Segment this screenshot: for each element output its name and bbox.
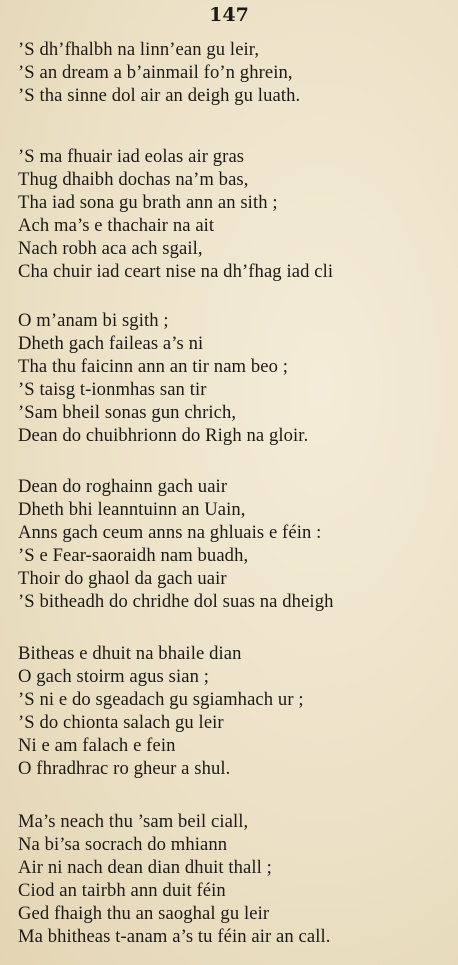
verse-line: O m’anam bi sgith ; <box>18 310 169 331</box>
verse-line: Ni e am falach e fein <box>18 735 176 756</box>
verse-line: Dheth gach faileas a’s ni <box>18 333 204 354</box>
verse-line: Anns gach ceum anns na ghluais e féin : <box>18 522 322 543</box>
verse-line: Thoir do ghaol da gach uair <box>18 568 227 589</box>
verse-line: Na bi’sa socrach do mhiann <box>18 834 228 855</box>
verse-line: ’S bitheadh do chridhe dol suas na dheigh <box>18 591 334 612</box>
stanza-5 <box>18 642 454 780</box>
verse-line: Ged fhaigh thu an saoghal gu leir <box>18 903 270 924</box>
verse-line: Ach ma’s e thachair na ait <box>18 215 215 236</box>
verse-line: ’Sam bheil sonas gun chrich, <box>18 402 237 423</box>
verse-line: ’S ma fhuair iad eolas air gras <box>18 146 245 167</box>
verse-line: Bitheas e dhuit na bhaile dian <box>18 643 242 664</box>
verse-line: ’S do chionta salach gu leir <box>18 712 224 733</box>
verse-line: ’S dh’fhalbh na linn’ean gu leir, <box>18 39 260 60</box>
stanza-6 <box>18 810 454 948</box>
verse-line: Dheth bhi leanntuinn an Uain, <box>18 499 246 520</box>
verse-line: Dean do chuibhrionn do Righ na gloir. <box>18 425 309 446</box>
stanza-1 <box>18 38 454 107</box>
verse-line: ’S e Fear-saoraidh nam buadh, <box>18 545 249 566</box>
verse-line: ’S taisg t-ionmhas san tir <box>18 379 207 400</box>
verse-line: O gach stoirm agus sian ; <box>18 666 209 687</box>
verse-line: Ciod an tairbh ann duit féin <box>18 880 226 901</box>
verse-line: Nach robh aca ach sgail, <box>18 238 203 259</box>
verse-line: Cha chuir iad ceart nise na dh’fhag iad cli <box>18 261 334 282</box>
verse-line: O fhradhrac ro gheur a shul. <box>18 758 231 779</box>
page-number: 147 <box>209 4 249 26</box>
stanza-3 <box>18 309 454 447</box>
verse-line: Air ni nach dean dian dhuit thall ; <box>18 857 272 878</box>
stanza-2 <box>18 145 454 283</box>
verse-line: Thug dhaibh dochas na’m bas, <box>18 169 249 190</box>
verse-line: ’S ni e do sgeadach gu sgiamhach ur ; <box>18 689 304 710</box>
verse-line: ’S an dream a b’ainmail fo’n ghrein, <box>18 62 293 83</box>
verse-line: Tha iad sona gu brath ann an sith ; <box>18 192 278 213</box>
verse-line: ’S tha sinne dol air an deigh gu luath. <box>18 85 301 106</box>
stanza-4 <box>18 475 454 613</box>
verse-line: Dean do roghainn gach uair <box>18 476 228 497</box>
verse-line: Ma bhitheas t-anam a’s tu féin air an call. <box>18 926 331 947</box>
verse-line: Tha thu faicinn ann an tir nam beo ; <box>18 356 289 377</box>
verse-line: Ma’s neach thu ’sam beil ciall, <box>18 811 249 832</box>
